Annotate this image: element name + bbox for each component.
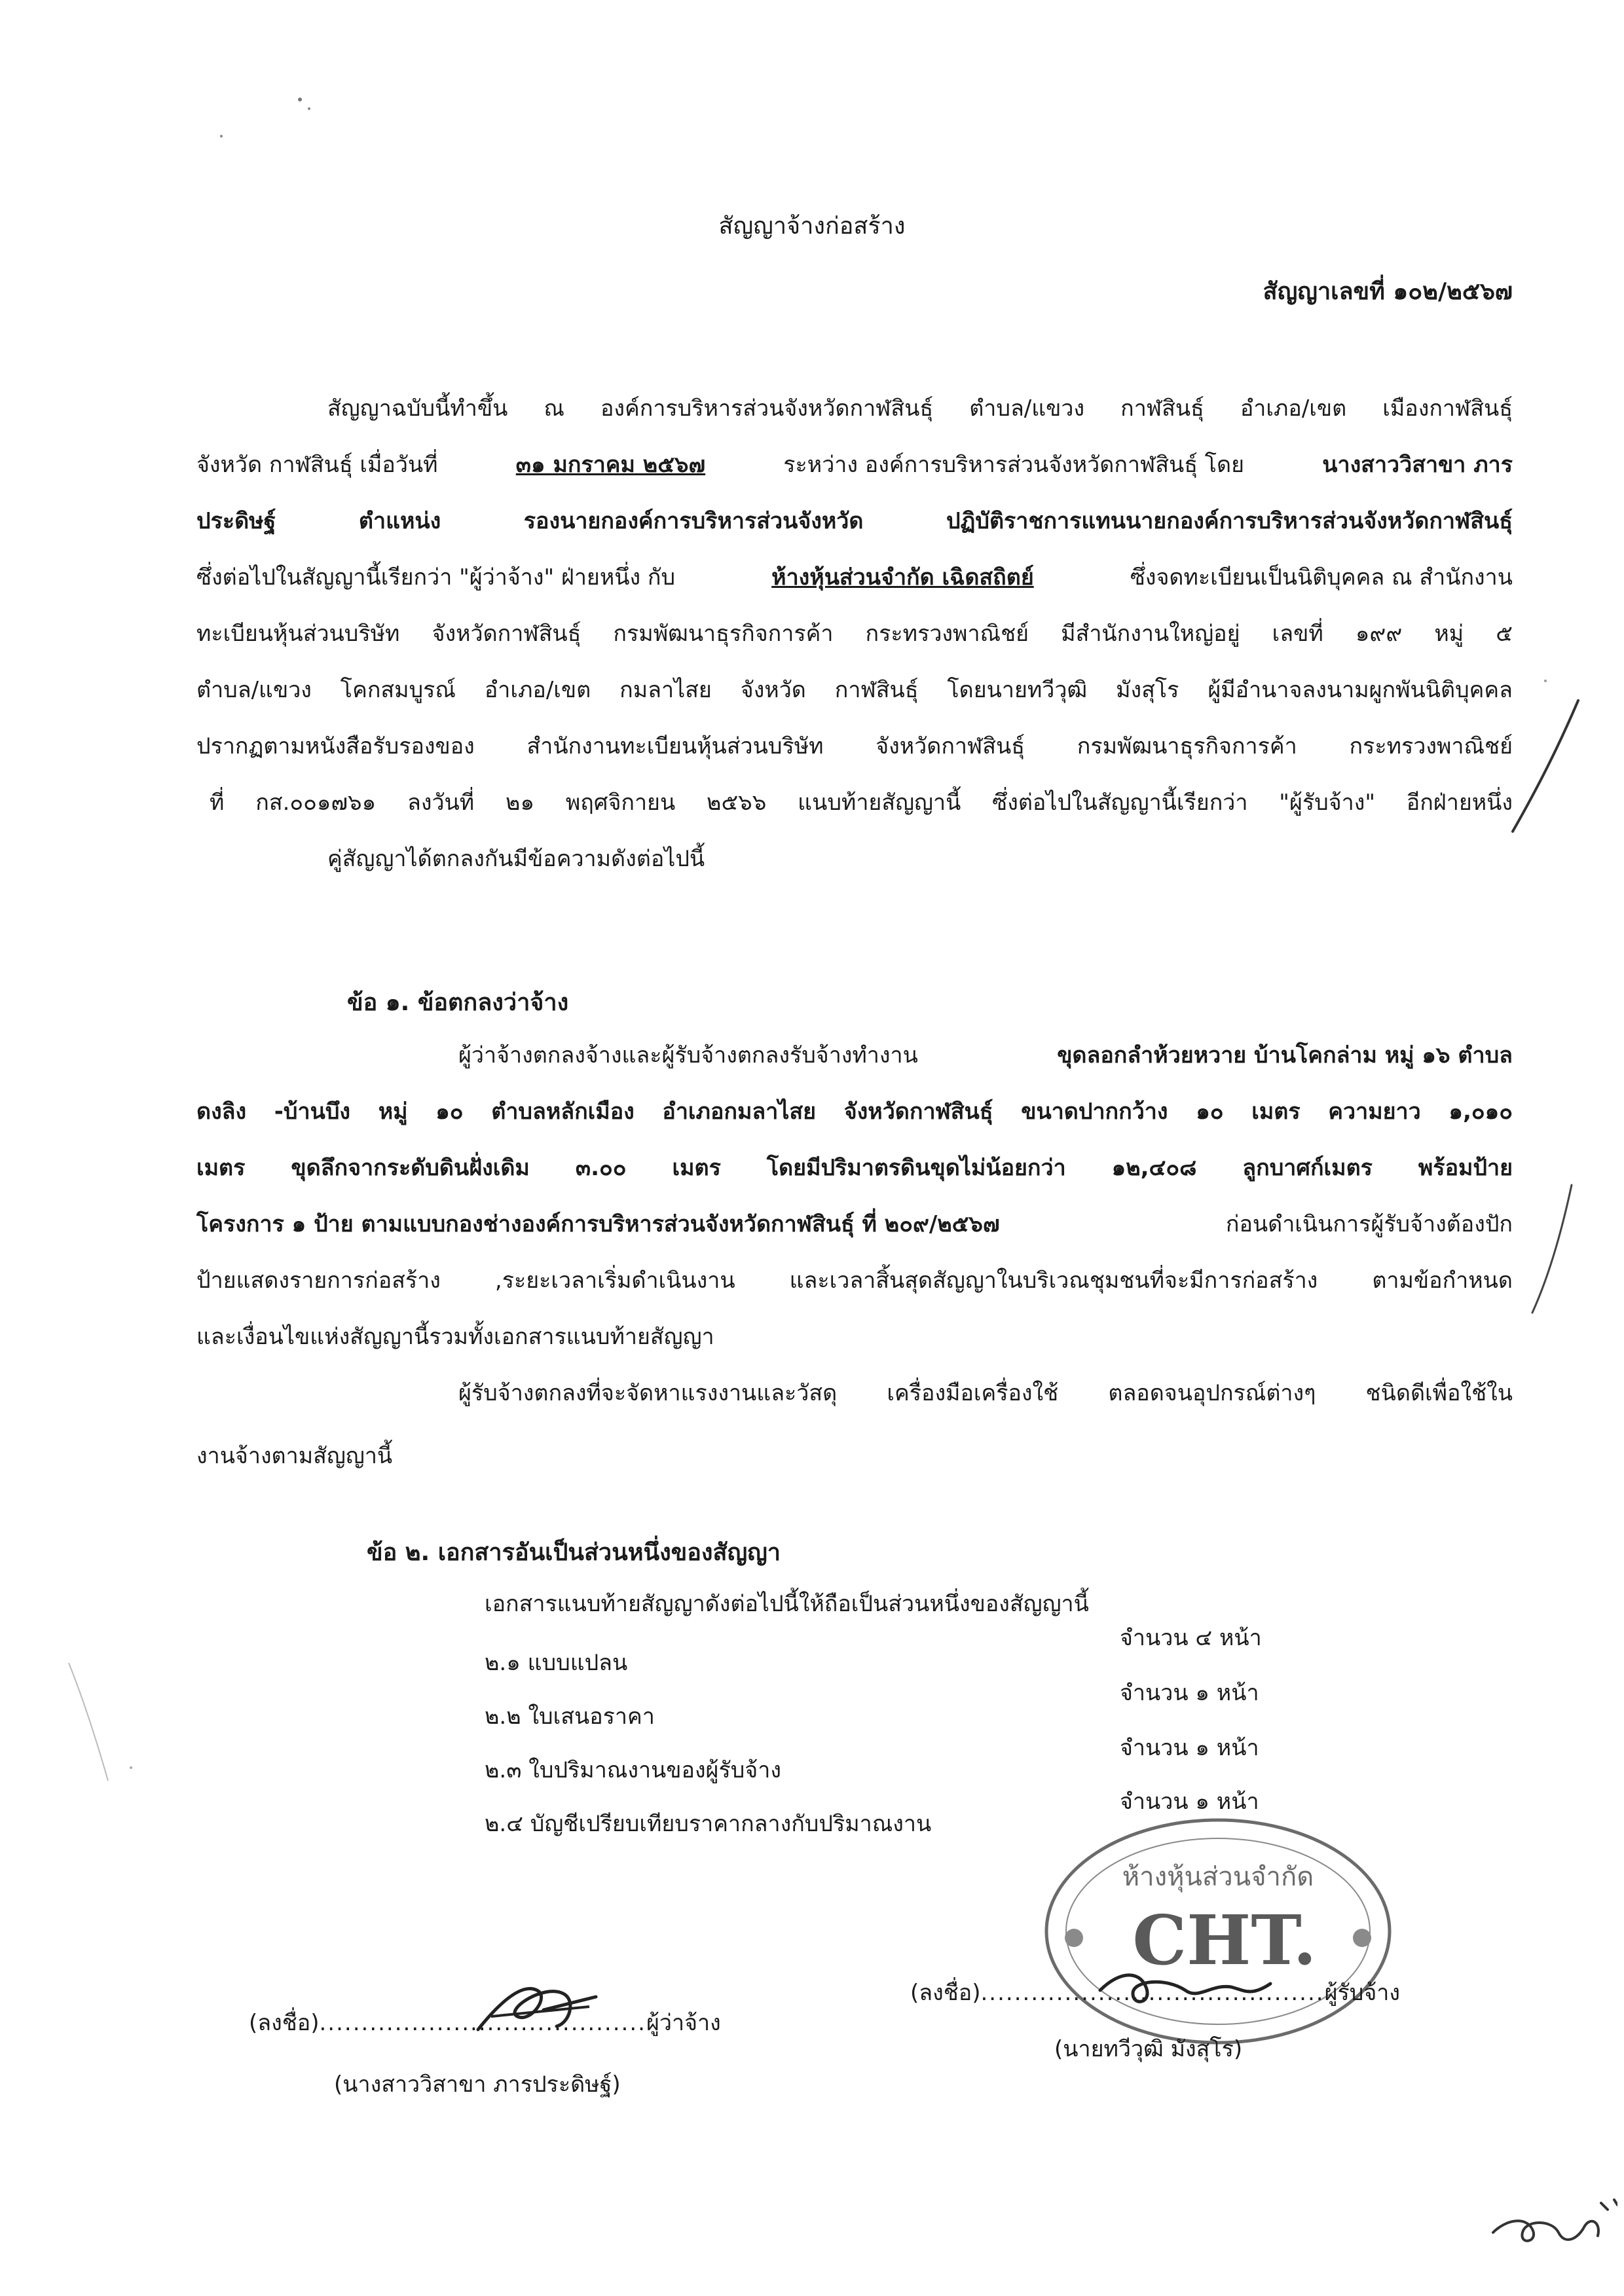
intro-line-4-a: ซึ่งต่อไปในสัญญานี้เรียกว่า "ผู้ว่าจ้าง" ฝ่ายหนึ่ง กับ bbox=[196, 564, 676, 591]
intro-line-2-b: ระหว่าง องค์การบริหารส่วนจังหวัดกาฬสินธุ์ โดย bbox=[783, 452, 1245, 478]
contractor-sign-dots: ......................................... bbox=[980, 1980, 1325, 2006]
stamp-logo-text: CHT. bbox=[1132, 1900, 1317, 1980]
attachment-item-2: ๒.๒ ใบเสนอราคา bbox=[485, 1704, 655, 1730]
clause-1-line-1-a: ผู้ว่าจ้างตกลงจ้างและผู้รับจ้างตกลงรับจ้างทำงาน bbox=[458, 1042, 918, 1068]
company-stamp bbox=[1035, 1807, 1401, 2056]
initials-mark bbox=[1486, 2193, 1617, 2265]
attachment-count-1: จำนวน ๔ หน้า bbox=[1120, 1625, 1262, 1651]
attachment-count-2: จำนวน ๑ หน้า bbox=[1120, 1680, 1259, 1706]
contract-number: สัญญาเลขที่ ๑๐๒/๒๕๖๗ bbox=[1263, 278, 1513, 305]
employer-handwritten-signature bbox=[465, 1971, 609, 2043]
contractor-sign-prefix: (ลงชื่อ) bbox=[910, 1980, 981, 2006]
clause-1-line-2: ดงลิง -บ้านบึง หมู่ ๑๐ ตำบลหลักเมือง อำเภอกมลาไสย จังหวัดกาฬสินธุ์ ขนาดปากกว้าง ๑๐ เมตร ความยาว ๑,๐๑๐ bbox=[196, 1099, 1513, 1125]
contractor-handwritten-signature bbox=[1087, 1958, 1283, 2016]
margin-check-mark-2 bbox=[1519, 1178, 1585, 1322]
clause-2-intro: เอกสารแนบท้ายสัญญาดังต่อไปนี้ให้ถือเป็นส่วนหนึ่งของสัญญานี้ bbox=[485, 1591, 1089, 1617]
clause-1-line-7: ผู้รับจ้างตกลงที่จะจัดหาแรงงานและวัสดุ เครื่องมือเครื่องใช้ ตลอดจนอุปกรณ์ต่างๆ ชนิดดีเพื่อใช้ใน bbox=[458, 1380, 1513, 1406]
clause-2-heading: ข้อ ๒. เอกสารอันเป็นส่วนหนึ่งของสัญญา bbox=[367, 1539, 781, 1566]
margin-check-mark-1 bbox=[1500, 694, 1591, 838]
clause-1-heading: ข้อ ๑. ข้อตกลงว่าจ้าง bbox=[347, 989, 569, 1016]
attachment-item-4: ๒.๔ บัญชีเปรียบเทียบราคากลางกับปริมาณงาน bbox=[485, 1811, 932, 1837]
clause-1-line-1 bbox=[458, 1040, 1513, 1071]
clause-1-line-6: และเงื่อนไขแห่งสัญญานี้รวมทั้งเอกสารแนบท้ายสัญญา bbox=[196, 1324, 714, 1350]
intro-line-7: ปรากฏตามหนังสือรับรองของ สำนักงานทะเบียนหุ้นส่วนบริษัท จังหวัดกาฬสินธุ์ กรมพัฒนาธุรกิจการค้า กระทรวงพาณิชย์ bbox=[196, 733, 1513, 759]
intro-line-5: ทะเบียนหุ้นส่วนบริษัท จังหวัดกาฬสินธุ์ กรมพัฒนาธุรกิจการค้า กระทรวงพาณิชย์ มีสำนักงานใหญ่อยู่ เลขที่ ๑๙๙ หมู่ ๕ bbox=[196, 621, 1513, 647]
clause-1-line-4-b: ก่อนดำเนินการผู้รับจ้างต้องปัก bbox=[1225, 1211, 1513, 1237]
stamp-company-text: ห้างหุ้นส่วนจำกัด bbox=[1122, 1862, 1314, 1892]
attachment-item-3: ๒.๓ ใบปริมาณงานของผู้รับจ้าง bbox=[485, 1757, 781, 1783]
attachment-item-1: ๒.๑ แบบแปลน bbox=[485, 1650, 628, 1676]
clause-1-line-4 bbox=[196, 1209, 1513, 1240]
clause-1-line-3: เมตร ขุดลึกจากระดับดินฝั่งเดิม ๓.๐๐ เมตร โดยมีปริมาตรดินขุดไม่น้อยกว่า ๑๒,๔๐๘ ลูกบาศก์เมตร พร้อมป้าย bbox=[196, 1155, 1513, 1181]
project-name: ขุดลอกลำห้วยหวาย บ้านโคกล่าม หมู่ ๑๖ ตำบล bbox=[1057, 1042, 1513, 1068]
intro-line-4 bbox=[196, 562, 1513, 593]
contract-date: ๓๑ มกราคม ๒๕๖๗ bbox=[515, 452, 706, 478]
attachment-count-3: จำนวน ๑ หน้า bbox=[1120, 1735, 1259, 1761]
margin-stroke bbox=[62, 1656, 115, 1787]
employer-printed-name: (นางสาววิสาขา ภารประดิษฐ์) bbox=[334, 2071, 621, 2098]
clause-1-line-4-a: โครงการ ๑ ป้าย ตามแบบกองช่างองค์การบริหารส่วนจังหวัดกาฬสินธุ์ ที่ ๒๐๙/๒๕๖๗ bbox=[196, 1211, 1000, 1237]
employer-name-part: นางสาววิสาขา ภาร bbox=[1322, 452, 1513, 478]
intro-line-9: คู่สัญญาได้ตกลงกันมีข้อความดังต่อไปนี้ bbox=[327, 846, 705, 872]
attachment-count-4: จำนวน ๑ หน้า bbox=[1120, 1789, 1259, 1815]
employer-sign-role: ผู้ว่าจ้าง bbox=[646, 2010, 721, 2036]
intro-line-2-a: จังหวัด กาฬสินธุ์ เมื่อวันที่ bbox=[196, 452, 438, 478]
intro-line-2 bbox=[196, 449, 1513, 481]
contractor-printed-name: (นายทวีวุฒิ มังสุโร) bbox=[1054, 2036, 1243, 2062]
intro-line-8: ที่ กส.๐๐๑๗๖๑ ลงวันที่ ๒๑ พฤศจิกายน ๒๕๖๖ แนบท้ายสัญญานี้ ซึ่งต่อไปในสัญญานี้เรียกว่า "ผู้รับจ้าง" อีกฝ่ายหนึ่ง bbox=[210, 790, 1513, 816]
clause-1-line-8: งานจ้างตามสัญญานี้ bbox=[196, 1443, 393, 1469]
intro-line-1: สัญญาฉบับนี้ทำขึ้น ณ องค์การบริหารส่วนจังหวัดกาฬสินธุ์ ตำบล/แขวง กาฬสินธุ์ อำเภอ/เขต เมืองกาฬสินธุ์ bbox=[327, 395, 1513, 422]
contractor-sign-role: ผู้รับจ้าง bbox=[1324, 1980, 1400, 2006]
contractor-company: ห้างหุ้นส่วนจำกัด เฉิดสถิตย์ bbox=[771, 564, 1034, 591]
clause-1-line-5: ป้ายแสดงรายการก่อสร้าง ,ระยะเวลาเริ่มดำเนินงาน และเวลาสิ้นสุดสัญญาในบริเวณชุมชนที่จะมีการก่อสร้าง ตามข้อกำหนด bbox=[196, 1267, 1513, 1294]
employer-sign-prefix: (ลงชื่อ) bbox=[249, 2010, 320, 2036]
document-title: สัญญาจ้างก่อสร้าง bbox=[718, 213, 906, 240]
intro-line-3: ประดิษฐ์ ตำแหน่ง รองนายกองค์การบริหารส่วนจังหวัด ปฏิบัติราชการแทนนายกองค์การบริหารส่วนจังหวัดกาฬสินธุ์ bbox=[196, 508, 1513, 534]
intro-line-6: ตำบล/แขวง โคกสมบูรณ์ อำเภอ/เขต กมลาไสย จังหวัด กาฬสินธุ์ โดยนายทวีวุฒิ มังสุโร ผู้มีอำนาจลงนามผูกพันนิติบุคคล bbox=[196, 677, 1513, 703]
employer-sign-dots: ....................................... bbox=[319, 2010, 646, 2036]
intro-line-4-b: ซึ่งจดทะเบียนเป็นนิติบุคคล ณ สำนักงาน bbox=[1130, 564, 1513, 591]
